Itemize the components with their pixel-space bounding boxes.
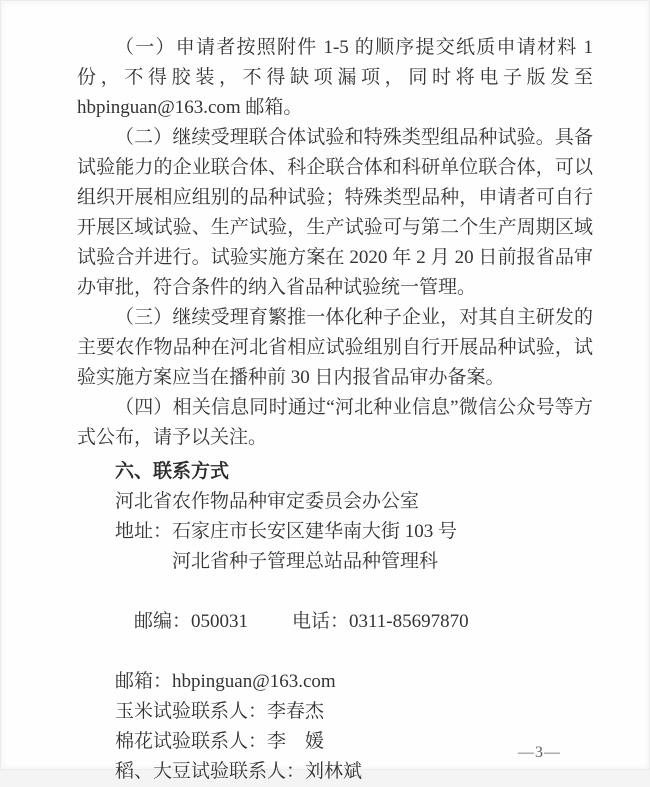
- phone-number-text: 电话：0311-85697870: [292, 611, 469, 632]
- contact-office-line: 河北省农作物品种审定委员会办公室: [115, 491, 420, 512]
- contact-rice-soybean-line: 稻、大豆试验联系人：刘林斌: [115, 761, 363, 782]
- contact-email-line: 邮箱：hbpinguan@163.com: [115, 671, 336, 692]
- section-heading-contact: 六、联系方式: [115, 461, 230, 482]
- contact-address-line: 地址：石家庄市长安区建华南大街 103 号: [115, 521, 458, 542]
- paragraph-item-2: （二）继续受理联合体试验和特殊类型组品种试验。具备试验能力的企业联合体、科企联合体和科研单位联合体，可以组织开展相应组别的品种试验；特殊类型品种，申请者可自行开展区域试验、生产试验，生产试验可与第二个生产周期区域试验合并进行。试验实施方案在 2020 年 2 月 20 日前报省品审办审批，符合条件的纳入省品种试验统一管理。: [77, 127, 593, 298]
- contact-cotton-line: 棉花试验联系人：李 媛: [115, 731, 325, 752]
- contact-maize-line: 玉米试验联系人：李春杰: [115, 701, 325, 722]
- paragraph-item-1: （一）申请者按照附件 1-5 的顺序提交纸质申请材料 1 份，不得胶装，不得缺项漏项，同时将电子版发至 hbpinguan@163.com 邮箱。: [77, 37, 593, 118]
- page-number: —3—: [518, 744, 561, 761]
- paragraph-item-3: （三）继续受理育繁推一体化种子企业，对其自主研发的主要农作物品种在河北省相应试验组别自行开展品种试验，试验实施方案应当在播种前 30 日内报省品审办备案。: [77, 307, 593, 388]
- contact-address-line2: 河北省种子管理总站品种管理科: [172, 551, 439, 572]
- postal-code-text: 邮编：050031: [134, 611, 249, 632]
- contact-postal-phone-line: [77, 577, 593, 667]
- paragraph-item-4: （四）相关信息同时通过“河北种业信息”微信公众号等方式公布，请予以关注。: [77, 397, 593, 448]
